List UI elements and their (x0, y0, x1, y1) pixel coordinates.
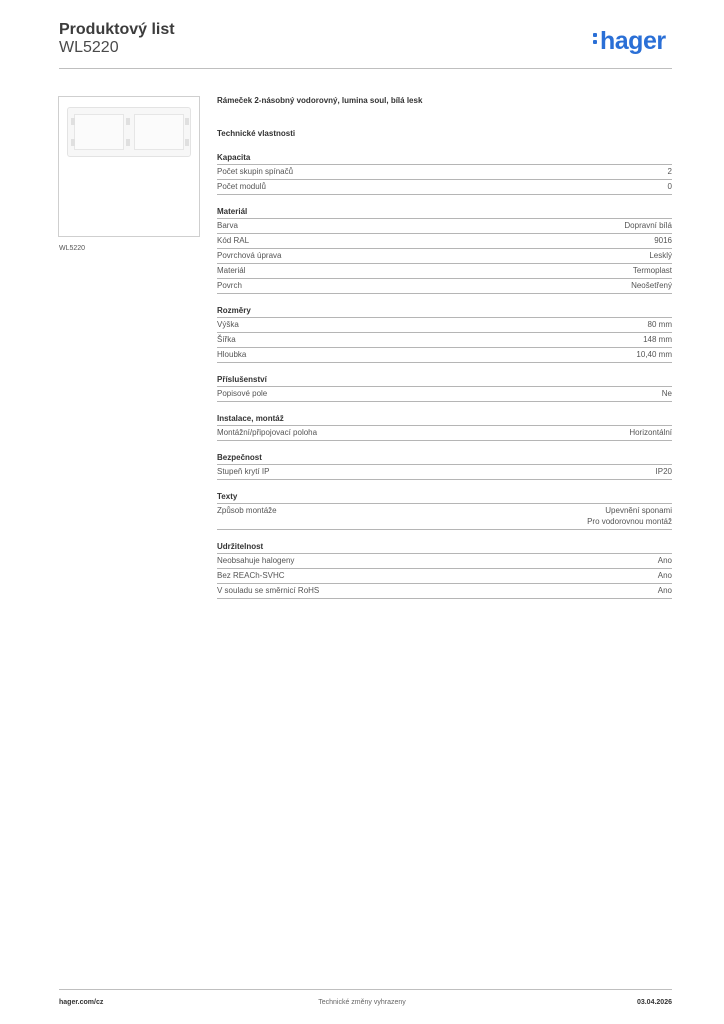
spec-value (624, 219, 672, 233)
spec-sections (217, 152, 672, 599)
frame-clip (71, 118, 75, 125)
spec-row (217, 465, 672, 480)
footer-disclaimer: Technické změny vyhrazeny (318, 999, 406, 1006)
spec-label: Barva (217, 221, 238, 230)
spec-label: Hloubka (217, 350, 247, 359)
product-code: WL5220 (59, 39, 119, 56)
frame-clip (71, 139, 75, 146)
spec-value (587, 505, 672, 527)
spec-label: Výška (217, 320, 239, 329)
spec-label: Montážní/připojovací poloha (217, 428, 318, 437)
frame-clip (126, 139, 130, 146)
spec-value-line: Lesklý (649, 251, 672, 260)
frame-clip (185, 118, 189, 125)
spec-row (217, 387, 672, 402)
frame-illustration (67, 107, 191, 157)
section-title: Rozměry (217, 305, 672, 318)
spec-value (662, 387, 672, 401)
spec-label: Povrchová úprava (217, 251, 282, 260)
footer-date: 03.04.2026 (636, 999, 672, 1006)
spec-section (217, 374, 672, 402)
spec-section (217, 152, 672, 195)
spec-row (217, 279, 672, 294)
spec-label: Šířka (217, 335, 236, 344)
logo-text: hager (600, 27, 666, 55)
spec-value-line: Ne (661, 389, 672, 398)
spec-section (217, 541, 672, 599)
frame-slot-right (134, 114, 184, 150)
spec-value (629, 426, 672, 440)
frame-clip (126, 118, 130, 125)
footer-website-link[interactable]: hager.com/cz (59, 999, 104, 1006)
spec-section (217, 206, 672, 294)
spec-row (217, 219, 672, 234)
spec-label: Počet skupin spínačů (217, 167, 294, 176)
spec-value (656, 465, 672, 479)
logo-mark-icon (593, 30, 599, 47)
spec-value (658, 569, 672, 583)
frame-clip (185, 139, 189, 146)
spec-row (217, 249, 672, 264)
spec-row (217, 554, 672, 569)
spec-value (649, 249, 672, 263)
tech-heading: Technické vlastnosti (217, 129, 296, 138)
spec-label: Popisové pole (217, 389, 268, 398)
spec-section (217, 305, 672, 363)
spec-value (668, 165, 672, 179)
spec-row (217, 348, 672, 363)
product-image (58, 96, 200, 237)
spec-label: Kód RAL (217, 236, 250, 245)
spec-row (217, 234, 672, 249)
spec-value (643, 333, 672, 347)
spec-label: V souladu se směrnicí RoHS (217, 586, 320, 595)
section-title: Texty (217, 491, 672, 504)
spec-label: Způsob montáže (217, 506, 277, 515)
spec-value (631, 279, 672, 293)
spec-section (217, 413, 672, 441)
spec-label: Bez REACh-SVHC (217, 571, 285, 580)
spec-value-line: 80 mm (647, 320, 672, 329)
spec-row (217, 333, 672, 348)
spec-label: Počet modulů (217, 182, 266, 191)
spec-label: Povrch (217, 281, 242, 290)
spec-section (217, 491, 672, 530)
page-title: Produktový list (59, 21, 175, 38)
section-title: Kapacita (217, 152, 672, 165)
top-divider (59, 68, 672, 69)
spec-value-line: 0 (667, 182, 672, 191)
spec-row (217, 165, 672, 180)
spec-value-line: Pro vodorovnou montáž (587, 517, 672, 526)
spec-value-line: Ano (657, 571, 672, 580)
spec-value-line: Ano (657, 586, 672, 595)
spec-label: Stupeň krytí IP (217, 467, 270, 476)
spec-value-line: Upevnění sponami (605, 506, 672, 515)
product-name: Rámeček 2-násobný vodorovný, lumina soul, bílá lesk (217, 96, 423, 105)
section-title: Příslušenství (217, 374, 672, 387)
spec-value (648, 318, 672, 332)
spec-row (217, 569, 672, 584)
spec-value-line: Termoplast (632, 266, 672, 275)
hager-logo[interactable] (593, 27, 666, 56)
spec-section (217, 452, 672, 480)
spec-value-line: 148 mm (643, 335, 672, 344)
spec-value-line: Dopravní bílá (624, 221, 672, 230)
spec-value-line: Neošetřený (631, 281, 672, 290)
spec-row (217, 264, 672, 279)
spec-row (217, 584, 672, 599)
spec-row (217, 318, 672, 333)
spec-value (654, 234, 672, 248)
spec-row (217, 426, 672, 441)
spec-label: Neobsahuje halogeny (217, 556, 295, 565)
spec-value-line: 10,40 mm (636, 350, 672, 359)
section-title: Materiál (217, 206, 672, 219)
spec-value (658, 584, 672, 598)
frame-slot-left (74, 114, 124, 150)
spec-row (217, 180, 672, 195)
section-title: Udržitelnost (217, 541, 672, 554)
spec-value (668, 180, 672, 194)
spec-label: Materiál (217, 266, 246, 275)
spec-value (633, 264, 672, 278)
spec-value-line: IP20 (655, 467, 672, 476)
spec-value-line: 2 (667, 167, 672, 176)
image-caption: WL5220 (59, 245, 86, 252)
spec-value-line: Horizontální (629, 428, 672, 437)
spec-content (217, 96, 672, 599)
spec-value (658, 554, 672, 568)
spec-value-line: Ano (657, 556, 672, 565)
spec-row (217, 504, 672, 530)
section-title: Instalace, montáž (217, 413, 672, 426)
bottom-divider (59, 989, 672, 990)
section-title: Bezpečnost (217, 452, 672, 465)
spec-value (636, 348, 672, 362)
spec-value-line: 9016 (654, 236, 672, 245)
